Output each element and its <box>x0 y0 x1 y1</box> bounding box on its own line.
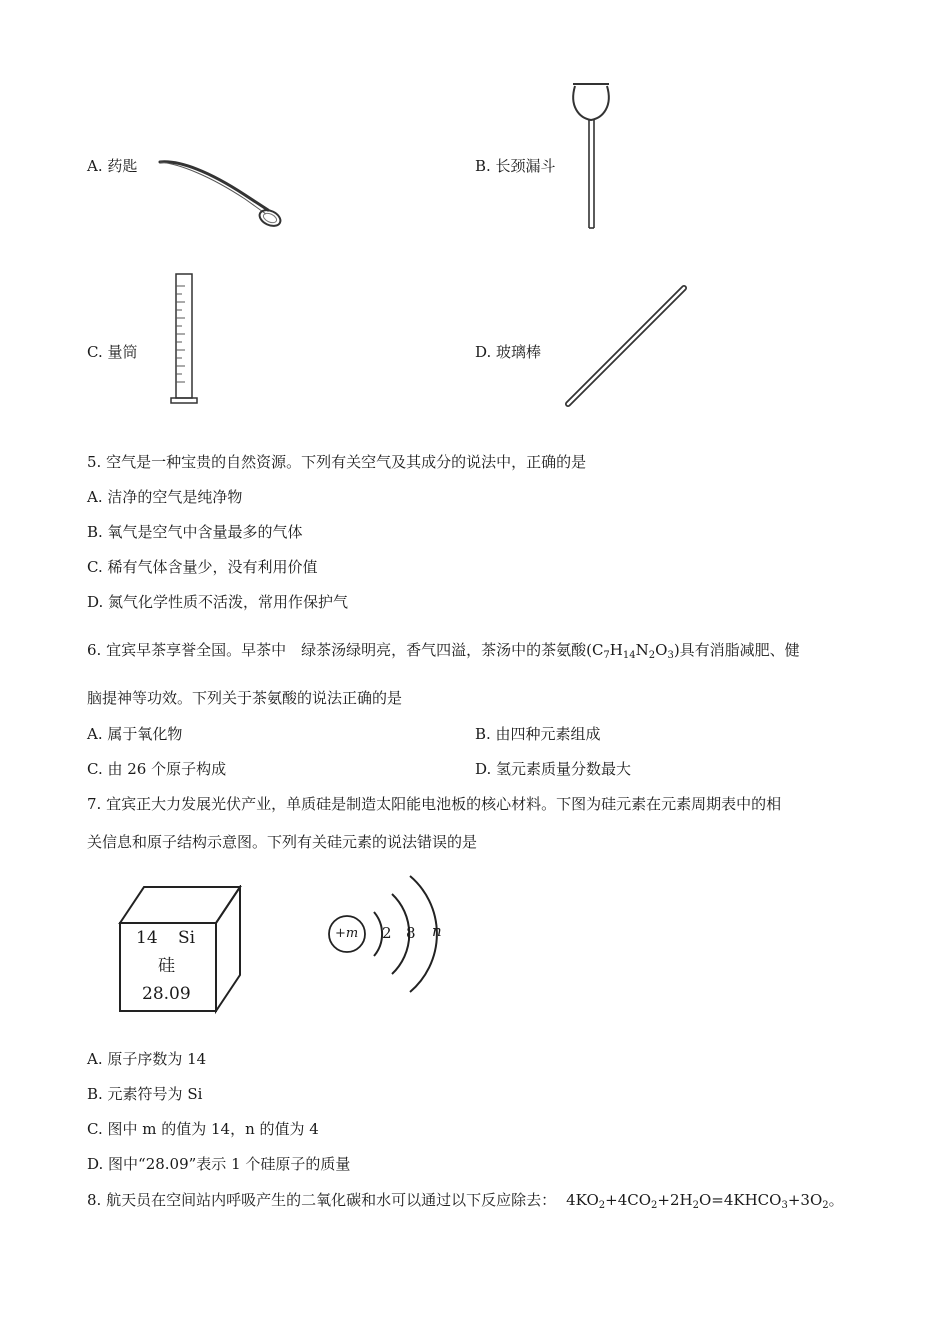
q6-option-b: B. 由四种元素组成 <box>475 725 601 743</box>
q6-stem-line1 <box>87 640 800 660</box>
theanine-formula: $C_7H_{14}N_2O_3$ <box>591 641 674 661</box>
periodic-table-cell-silicon <box>118 885 243 1015</box>
q4-option-a: A. 药匙 <box>87 157 138 175</box>
q4-option-b: B. 长颈漏斗 <box>475 157 556 175</box>
q5-option-b: B. 氧气是空气中含量最多的气体 <box>87 523 303 541</box>
atomic-mass: 28.09 <box>142 984 191 1004</box>
q7-option-c: C. 图中 m 的值为 14，n 的值为 4 <box>87 1120 319 1138</box>
shell-3-electrons: n <box>432 922 442 940</box>
q5-option-d: D. 氮气化学性质不活泼，常用作保护气 <box>87 593 349 611</box>
q8-stem <box>87 1190 844 1210</box>
q6-option-a: A. 属于氧化物 <box>87 725 183 743</box>
element-symbol: Si <box>178 928 196 948</box>
q7-option-a: A. 原子序数为 14 <box>87 1050 207 1068</box>
reaction-equation: $4KO_2+4CO_2+2H_2O=4KHCO_3+3O_2$。 <box>566 1191 844 1211</box>
long-neck-funnel-illustration <box>565 78 625 236</box>
q6-stem-line2: 脑提神等功效。下列关于茶氨酸的说法正确的是 <box>87 689 403 707</box>
q4-option-d: D. 玻璃棒 <box>475 343 542 361</box>
q5-option-a: A. 洁净的空气是纯净物 <box>87 488 243 506</box>
element-name: 硅 <box>158 956 175 976</box>
q7-stem-line1: 7. 宜宾正大力发展光伏产业，单质硅是制造太阳能电池板的核心材料。下图为硅元素在元素周期表中的相 <box>87 795 782 813</box>
shell-2-electrons: 8 <box>406 924 416 942</box>
silicon-atomic-structure-diagram <box>322 862 462 1002</box>
measuring-cylinder-illustration <box>165 270 205 406</box>
glass-rod-illustration <box>560 282 692 414</box>
q7-stem-line2: 关信息和原子结构示意图。下列有关硅元素的说法错误的是 <box>87 833 478 851</box>
q7-option-d: D. 图中“28.09”表示 1 个硅原子的质量 <box>87 1155 351 1173</box>
q6-option-d: D. 氢元素质量分数最大 <box>475 760 632 778</box>
q6-stem-pre: 6. 宜宾早茶享誉全国。早茶中 绿茶汤绿明亮，香气四溢，茶汤中的茶氨酸( <box>87 641 592 659</box>
q5-stem: 5. 空气是一种宝贵的自然资源。下列有关空气及其成分的说法中，正确的是 <box>87 453 587 471</box>
q5-option-c: C. 稀有气体含量少，没有利用价值 <box>87 558 318 576</box>
q6-option-c: C. 由 26 个原子构成 <box>87 760 227 778</box>
spatula-illustration <box>150 150 290 240</box>
q6-stem-post: )具有消脂减肥、健 <box>673 641 800 659</box>
shell-1-electrons: 2 <box>382 924 392 942</box>
q8-stem-text: 8. 航天员在空间站内呼吸产生的二氧化碳和水可以通过以下反应除去： <box>87 1191 557 1209</box>
q4-option-c: C. 量筒 <box>87 343 138 361</box>
nucleus-charge: +m <box>335 926 359 941</box>
q7-option-b: B. 元素符号为 Si <box>87 1085 203 1103</box>
atomic-number: 14 <box>136 928 158 948</box>
